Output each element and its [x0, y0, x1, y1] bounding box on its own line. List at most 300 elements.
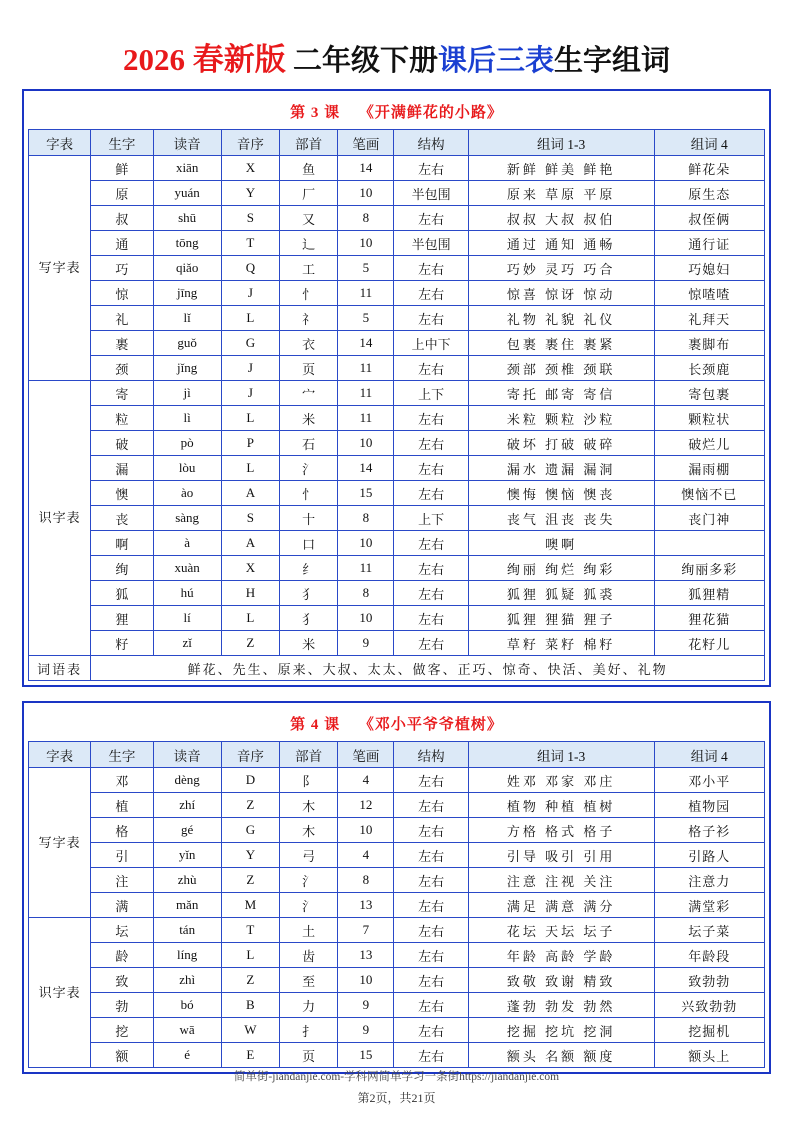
cell-bushou: 木	[280, 793, 338, 818]
cell-jiegou: 左右	[394, 481, 468, 506]
cell-zuci4: 邓小平	[654, 768, 765, 793]
cell-zuci13: 挖掘 挖坑 挖洞	[468, 1018, 654, 1043]
cell-yinxu: L	[221, 456, 279, 481]
cell-yinxu: H	[221, 581, 279, 606]
cell-yinxu: B	[221, 993, 279, 1018]
cell-pinyin: zhì	[153, 968, 221, 993]
table-row	[29, 768, 765, 793]
cell-zuci4: 兴致勃勃	[654, 993, 765, 1018]
lesson-block-4-clip	[22, 701, 771, 1064]
cell-yinxu: M	[221, 893, 279, 918]
cell-char: 引	[91, 843, 153, 868]
cell-zuci13: 原来 草原 平原	[468, 181, 654, 206]
cell-zuci13: 年龄 高龄 学龄	[468, 943, 654, 968]
footer-watermark: 简单街-jiandanjie.com-学科网简单学习一条街https://jiandanjie.com	[233, 1071, 560, 1083]
cell-bihua: 11	[338, 406, 394, 431]
cell-jiegou: 左右	[394, 1018, 468, 1043]
cell-zuci4: 颗粒状	[654, 406, 765, 431]
col-header-zuci4: 组词 4	[654, 742, 765, 768]
table-row	[29, 256, 765, 281]
table-row	[29, 356, 765, 381]
table-row	[29, 306, 765, 331]
cell-bushou: 辶	[280, 231, 338, 256]
cell-char: 狐	[91, 581, 153, 606]
cell-char: 啊	[91, 531, 153, 556]
cell-bushou: 犭	[280, 606, 338, 631]
table-row	[29, 943, 765, 968]
col-header-duyin: 读音	[153, 130, 221, 156]
cell-jiegou: 左右	[394, 968, 468, 993]
cell-zuci13: 礼物 礼貌 礼仪	[468, 306, 654, 331]
cell-char: 格	[91, 818, 153, 843]
cell-jiegou: 上中下	[394, 331, 468, 356]
cell-bihua: 10	[338, 606, 394, 631]
cell-zuci13: 噢啊	[468, 531, 654, 556]
cell-jiegou: 左右	[394, 893, 468, 918]
cell-zuci4: 通行证	[654, 231, 765, 256]
cell-bihua: 14	[338, 156, 394, 181]
lesson-table-4	[28, 741, 765, 1068]
col-header-shengzi: 生字	[91, 742, 153, 768]
cell-bihua: 4	[338, 768, 394, 793]
cell-pinyin: é	[153, 1043, 221, 1068]
col-header-zibiao: 字表	[29, 130, 91, 156]
table-row	[29, 206, 765, 231]
cell-zuci13: 植物 种植 植树	[468, 793, 654, 818]
cell-pinyin: zhí	[153, 793, 221, 818]
cell-bushou: 忄	[280, 481, 338, 506]
cell-bihua: 15	[338, 481, 394, 506]
table-row	[29, 843, 765, 868]
cell-zuci13: 米粒 颗粒 沙粒	[468, 406, 654, 431]
cell-jiegou: 左右	[394, 431, 468, 456]
cell-pinyin: à	[153, 531, 221, 556]
lesson-block-3	[22, 89, 771, 687]
cell-yinxu: W	[221, 1018, 279, 1043]
lesson-number-3: 第 3 课	[290, 105, 341, 121]
cell-zuci13: 新鲜 鲜美 鲜艳	[468, 156, 654, 181]
cell-bushou: 阝	[280, 768, 338, 793]
cell-bushou: 忄	[280, 281, 338, 306]
cell-bushou: 氵	[280, 868, 338, 893]
table-row	[29, 556, 765, 581]
cell-char: 挖	[91, 1018, 153, 1043]
cell-bihua: 9	[338, 631, 394, 656]
table-header-row	[29, 742, 765, 768]
table-header-row	[29, 130, 765, 156]
cell-pinyin: xuàn	[153, 556, 221, 581]
cell-zuci13: 叔叔 大叔 叔伯	[468, 206, 654, 231]
cell-zuci4: 长颈鹿	[654, 356, 765, 381]
cell-zuci4: 礼拜天	[654, 306, 765, 331]
cell-pinyin: mǎn	[153, 893, 221, 918]
table-row	[29, 818, 765, 843]
cell-yinxu: Y	[221, 181, 279, 206]
table-row	[29, 281, 765, 306]
cell-zuci4: 植物园	[654, 793, 765, 818]
cell-zuci13: 致敬 致谢 精致	[468, 968, 654, 993]
cell-char: 注	[91, 868, 153, 893]
cell-yinxu: T	[221, 918, 279, 943]
cell-zuci4: 漏雨棚	[654, 456, 765, 481]
table-row	[29, 968, 765, 993]
cell-bihua: 11	[338, 381, 394, 406]
cell-char: 通	[91, 231, 153, 256]
cell-yinxu: Z	[221, 968, 279, 993]
col-header-bihua: 笔画	[338, 130, 394, 156]
cell-yinxu: D	[221, 768, 279, 793]
cell-jiegou: 上下	[394, 381, 468, 406]
cell-char: 邓	[91, 768, 153, 793]
cell-jiegou: 左右	[394, 281, 468, 306]
title-red-part: 2026 春新版	[122, 42, 286, 77]
lesson-table-3	[28, 129, 765, 681]
cell-bushou: 工	[280, 256, 338, 281]
cell-bihua: 13	[338, 943, 394, 968]
cell-pinyin: jǐng	[153, 356, 221, 381]
cell-jiegou: 左右	[394, 556, 468, 581]
cell-bushou: 鱼	[280, 156, 338, 181]
cell-pinyin: pò	[153, 431, 221, 456]
cell-zuci4: 致勃勃	[654, 968, 765, 993]
col-header-bihua: 笔画	[338, 742, 394, 768]
cell-zuci4: 原生态	[654, 181, 765, 206]
cell-pinyin: lǐ	[153, 306, 221, 331]
cell-yinxu: L	[221, 606, 279, 631]
cell-jiegou: 左右	[394, 206, 468, 231]
group-label-xiezibiao: 写字表	[29, 768, 91, 918]
group-label-shizibiao: 识字表	[29, 918, 91, 1068]
phrase-text: 鲜花、先生、原来、大叔、太太、做客、正巧、惊奇、快活、美好、礼物	[91, 656, 765, 681]
cell-zuci4: 破烂儿	[654, 431, 765, 456]
cell-pinyin: zhù	[153, 868, 221, 893]
table-row	[29, 231, 765, 256]
lesson-block-4	[22, 701, 771, 1074]
cell-bushou: 衣	[280, 331, 338, 356]
cell-char: 寄	[91, 381, 153, 406]
cell-pinyin: shū	[153, 206, 221, 231]
table-row	[29, 331, 765, 356]
cell-zuci4: 引路人	[654, 843, 765, 868]
cell-yinxu: Z	[221, 793, 279, 818]
col-header-yinxu: 音序	[221, 742, 279, 768]
title-blue-part: 课后三表	[437, 45, 554, 77]
cell-pinyin: gé	[153, 818, 221, 843]
col-header-zuci4: 组词 4	[654, 130, 765, 156]
cell-char: 原	[91, 181, 153, 206]
cell-jiegou: 左右	[394, 606, 468, 631]
cell-yinxu: L	[221, 306, 279, 331]
table-row	[29, 893, 765, 918]
cell-yinxu: L	[221, 406, 279, 431]
cell-jiegou: 左右	[394, 406, 468, 431]
cell-bihua: 8	[338, 581, 394, 606]
cell-zuci13: 姓邓 邓家 邓庄	[468, 768, 654, 793]
cell-jiegou: 左右	[394, 793, 468, 818]
table-row	[29, 156, 765, 181]
cell-zuci4: 巧媳妇	[654, 256, 765, 281]
cell-pinyin: jì	[153, 381, 221, 406]
cell-bushou: 齿	[280, 943, 338, 968]
cell-jiegou: 左右	[394, 943, 468, 968]
cell-pinyin: bó	[153, 993, 221, 1018]
cell-char: 巧	[91, 256, 153, 281]
cell-jiegou: 左右	[394, 581, 468, 606]
table-row	[29, 918, 765, 943]
cell-bihua: 10	[338, 431, 394, 456]
cell-bushou: 口	[280, 531, 338, 556]
cell-zuci13: 额头 名额 额度	[468, 1043, 654, 1068]
cell-pinyin: zǐ	[153, 631, 221, 656]
col-header-zuci13: 组词 1-3	[468, 742, 654, 768]
cell-zuci13: 通过 通知 通畅	[468, 231, 654, 256]
cell-char: 裹	[91, 331, 153, 356]
table-row	[29, 531, 765, 556]
cell-char: 满	[91, 893, 153, 918]
table-row	[29, 606, 765, 631]
cell-pinyin: xiān	[153, 156, 221, 181]
cell-pinyin: lì	[153, 406, 221, 431]
cell-char: 粒	[91, 406, 153, 431]
cell-char: 龄	[91, 943, 153, 968]
table-row	[29, 506, 765, 531]
cell-yinxu: Y	[221, 843, 279, 868]
cell-jiegou: 左右	[394, 156, 468, 181]
cell-zuci13: 颈部 颈椎 颈联	[468, 356, 654, 381]
cell-bushou: 石	[280, 431, 338, 456]
title-black-part-1: 二年级下册	[285, 45, 438, 77]
cell-zuci4: 满堂彩	[654, 893, 765, 918]
cell-zuci13: 引导 吸引 引用	[468, 843, 654, 868]
cell-bushou: 氵	[280, 893, 338, 918]
col-header-bushou: 部首	[280, 742, 338, 768]
phrase-label: 词语表	[29, 656, 91, 681]
cell-yinxu: X	[221, 156, 279, 181]
cell-yinxu: S	[221, 206, 279, 231]
cell-zuci4: 绚丽多彩	[654, 556, 765, 581]
cell-char: 勃	[91, 993, 153, 1018]
cell-yinxu: J	[221, 281, 279, 306]
cell-pinyin: qiǎo	[153, 256, 221, 281]
cell-zuci4: 格子衫	[654, 818, 765, 843]
lesson-title-4	[28, 707, 765, 741]
cell-zuci4: 丧门神	[654, 506, 765, 531]
cell-char: 叔	[91, 206, 153, 231]
cell-zuci13: 丧气 沮丧 丧失	[468, 506, 654, 531]
cell-pinyin: guǒ	[153, 331, 221, 356]
cell-bihua: 10	[338, 968, 394, 993]
title-black-part-2: 生字组词	[554, 45, 671, 77]
cell-pinyin: jīng	[153, 281, 221, 306]
cell-bihua: 14	[338, 331, 394, 356]
cell-zuci13: 注意 注视 关注	[468, 868, 654, 893]
cell-bihua: 7	[338, 918, 394, 943]
cell-pinyin: dèng	[153, 768, 221, 793]
cell-char: 绚	[91, 556, 153, 581]
cell-jiegou: 左右	[394, 843, 468, 868]
cell-zuci13: 狐狸 狐疑 狐裘	[468, 581, 654, 606]
cell-yinxu: J	[221, 356, 279, 381]
cell-zuci4: 懊恼不已	[654, 481, 765, 506]
col-header-jiegou: 结构	[394, 130, 468, 156]
cell-char: 植	[91, 793, 153, 818]
cell-pinyin: hú	[153, 581, 221, 606]
cell-bushou: 至	[280, 968, 338, 993]
cell-bushou: 十	[280, 506, 338, 531]
cell-char: 籽	[91, 631, 153, 656]
cell-bihua: 8	[338, 868, 394, 893]
cell-bihua: 14	[338, 456, 394, 481]
cell-bihua: 10	[338, 531, 394, 556]
cell-bihua: 10	[338, 181, 394, 206]
cell-bihua: 10	[338, 818, 394, 843]
cell-zuci4: 年龄段	[654, 943, 765, 968]
table-row	[29, 181, 765, 206]
cell-char: 懊	[91, 481, 153, 506]
table-row	[29, 1043, 765, 1068]
cell-zuci13: 花坛 天坛 坛子	[468, 918, 654, 943]
col-header-jiegou: 结构	[394, 742, 468, 768]
cell-zuci13: 漏水 遗漏 漏洞	[468, 456, 654, 481]
cell-zuci13: 懊悔 懊恼 懊丧	[468, 481, 654, 506]
cell-char: 丧	[91, 506, 153, 531]
cell-bushou: 力	[280, 993, 338, 1018]
cell-bushou: 木	[280, 818, 338, 843]
cell-bihua: 10	[338, 231, 394, 256]
cell-pinyin: tán	[153, 918, 221, 943]
cell-yinxu: E	[221, 1043, 279, 1068]
cell-jiegou: 左右	[394, 1043, 468, 1068]
col-header-yinxu: 音序	[221, 130, 279, 156]
cell-zuci13: 狐狸 狸猫 狸子	[468, 606, 654, 631]
col-header-duyin: 读音	[153, 742, 221, 768]
cell-bihua: 5	[338, 256, 394, 281]
cell-jiegou: 左右	[394, 456, 468, 481]
cell-bihua: 9	[338, 993, 394, 1018]
cell-zuci4: 注意力	[654, 868, 765, 893]
cell-zuci13: 蓬勃 勃发 勃然	[468, 993, 654, 1018]
footer-page-number: 第2页，共21页	[357, 1091, 436, 1105]
table-row	[29, 481, 765, 506]
cell-char: 致	[91, 968, 153, 993]
cell-yinxu: Z	[221, 868, 279, 893]
cell-bushou: 扌	[280, 1018, 338, 1043]
lesson-number-4: 第 4 课	[290, 717, 341, 733]
cell-bushou: 页	[280, 1043, 338, 1068]
cell-jiegou: 上下	[394, 506, 468, 531]
group-label-xiezibiao: 写字表	[29, 156, 91, 381]
cell-bihua: 12	[338, 793, 394, 818]
cell-zuci13: 满足 满意 满分	[468, 893, 654, 918]
cell-zuci13: 破坏 打破 破碎	[468, 431, 654, 456]
cell-zuci4: 鲜花朵	[654, 156, 765, 181]
cell-jiegou: 左右	[394, 918, 468, 943]
cell-yinxu: G	[221, 818, 279, 843]
cell-char: 漏	[91, 456, 153, 481]
cell-char: 坛	[91, 918, 153, 943]
cell-bushou: 米	[280, 406, 338, 431]
table-row	[29, 1018, 765, 1043]
cell-jiegou: 左右	[394, 306, 468, 331]
cell-pinyin: lòu	[153, 456, 221, 481]
cell-bihua: 11	[338, 281, 394, 306]
cell-char: 破	[91, 431, 153, 456]
cell-pinyin: lí	[153, 606, 221, 631]
cell-bihua: 11	[338, 356, 394, 381]
table-row	[29, 431, 765, 456]
cell-pinyin: líng	[153, 943, 221, 968]
cell-bihua: 4	[338, 843, 394, 868]
cell-char: 鲜	[91, 156, 153, 181]
cell-bushou: 页	[280, 356, 338, 381]
cell-zuci13: 惊喜 惊讶 惊动	[468, 281, 654, 306]
cell-jiegou: 左右	[394, 631, 468, 656]
cell-zuci4	[654, 531, 765, 556]
cell-jiegou: 左右	[394, 356, 468, 381]
cell-yinxu: G	[221, 331, 279, 356]
cell-yinxu: Q	[221, 256, 279, 281]
phrase-row	[29, 656, 765, 681]
cell-bushou: 氵	[280, 456, 338, 481]
cell-zuci4: 花籽儿	[654, 631, 765, 656]
cell-zuci13: 草籽 菜籽 棉籽	[468, 631, 654, 656]
cell-pinyin: yuán	[153, 181, 221, 206]
cell-bihua: 9	[338, 1018, 394, 1043]
col-header-shengzi: 生字	[91, 130, 153, 156]
cell-jiegou: 半包围	[394, 181, 468, 206]
cell-pinyin: ào	[153, 481, 221, 506]
cell-zuci13: 巧妙 灵巧 巧合	[468, 256, 654, 281]
cell-zuci4: 狐狸精	[654, 581, 765, 606]
cell-zuci4: 寄包裹	[654, 381, 765, 406]
cell-pinyin: tōng	[153, 231, 221, 256]
cell-yinxu: X	[221, 556, 279, 581]
table-row	[29, 793, 765, 818]
cell-jiegou: 左右	[394, 868, 468, 893]
cell-bushou: 纟	[280, 556, 338, 581]
cell-jiegou: 左右	[394, 531, 468, 556]
table-row	[29, 993, 765, 1018]
col-header-zibiao: 字表	[29, 742, 91, 768]
cell-bihua: 15	[338, 1043, 394, 1068]
cell-jiegou: 左右	[394, 818, 468, 843]
table-row	[29, 631, 765, 656]
cell-zuci4: 惊喳喳	[654, 281, 765, 306]
cell-jiegou: 左右	[394, 256, 468, 281]
cell-zuci4: 坛子菜	[654, 918, 765, 943]
cell-jiegou: 左右	[394, 993, 468, 1018]
cell-bushou: 土	[280, 918, 338, 943]
cell-pinyin: yǐn	[153, 843, 221, 868]
cell-yinxu: A	[221, 481, 279, 506]
cell-yinxu: T	[221, 231, 279, 256]
table-row	[29, 581, 765, 606]
lesson-name-3: 《开满鲜花的小路》	[358, 105, 503, 121]
page-title	[22, 0, 771, 89]
cell-bihua: 8	[338, 506, 394, 531]
cell-char: 颈	[91, 356, 153, 381]
cell-bihua: 8	[338, 206, 394, 231]
cell-zuci13: 方格 格式 格子	[468, 818, 654, 843]
table-row	[29, 406, 765, 431]
cell-yinxu: L	[221, 943, 279, 968]
cell-char: 礼	[91, 306, 153, 331]
col-header-bushou: 部首	[280, 130, 338, 156]
col-header-zuci13: 组词 1-3	[468, 130, 654, 156]
cell-bihua: 5	[338, 306, 394, 331]
cell-pinyin: sàng	[153, 506, 221, 531]
cell-yinxu: S	[221, 506, 279, 531]
